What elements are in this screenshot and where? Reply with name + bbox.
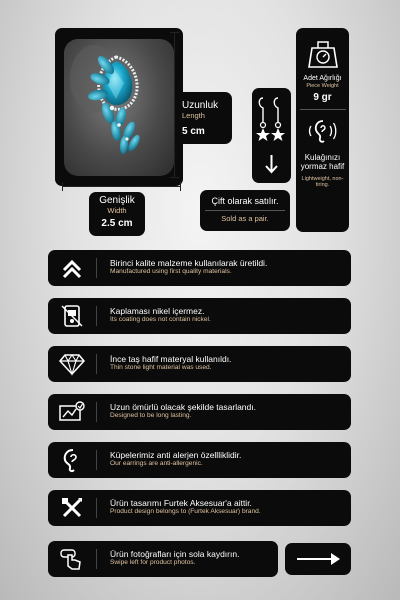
feature-row-long-lasting [48,394,351,430]
width-guide-tick-left [62,182,63,191]
scale-icon [306,36,340,70]
width-label-panel [89,192,145,236]
feature-row-light-stone [48,346,351,382]
weight-value: 9 gr [313,91,332,103]
length-subtitle: Length [182,110,205,120]
comfort-title: Kulağınızı yormaz hafif [300,152,345,171]
earring-pair-panel [252,88,291,183]
width-title: Genişlik [99,195,135,206]
length-title: Uzunluk [182,100,219,111]
ear-icon [61,447,83,473]
feature-text-en: Swipe left for product photos. [110,559,196,567]
info-divider [300,109,346,110]
feature-text-en: Designed to be long lasting. [110,412,192,420]
design-tools-icon [60,496,84,520]
earring-image [64,39,174,176]
diamond-icon [59,352,85,376]
comfort-subtitle: Lightweight, non-tiring. [301,176,344,189]
feature-row-swipe [48,541,278,577]
product-photo[interactable] [64,39,174,176]
feature-text-en: Our earrings are anti-allergenic. [110,460,203,468]
arrow-right-icon [295,552,341,566]
sold-as-pair-panel [200,190,290,231]
width-guide-tick-right [180,182,181,191]
feature-text-tr: Uzun ömürlü olacak şekilde tasarlandı. [110,402,256,412]
length-guide-tick-top [170,32,179,33]
feature-text-tr: Ürün fotoğrafları için sola kaydırın. [110,549,240,559]
feature-text-en: Its coating does not contain nickel. [110,316,211,324]
pair-title: Çift olarak satılır. [211,196,279,206]
feature-text-tr: Küpelerimiz anti alerjen özellliklidir. [110,450,242,460]
ear-sound-icon [308,116,338,146]
durable-design-icon [58,400,86,424]
feature-text-en: Thin stone light material was used. [110,364,212,372]
feature-text-en: Product design belongs to (Furtek Aksesuar) brand. [110,508,261,516]
swipe-hand-icon [59,547,85,571]
product-photo-panel [55,28,183,186]
length-guide-tick-bottom [170,177,179,178]
feature-row-design-brand [48,490,351,526]
width-guide-line [62,186,180,187]
feature-text-tr: Birinci kalite malzeme kullanılarak üretildi. [110,258,268,268]
chevron-up-icon [60,256,84,280]
length-label-panel [175,92,232,144]
feature-row-nickel-free [48,298,351,334]
weight-title: Adet Ağırlığı [303,75,342,82]
swipe-arrow-button[interactable] [285,543,351,575]
width-value: 2.5 cm [101,218,133,230]
feature-text-tr: İnce taş hafif materyal kullanıldı. [110,354,232,364]
feature-row-quality [48,250,351,286]
info-panel [296,28,349,232]
feature-text-tr: Kaplaması nikel içermez. [110,306,205,316]
arrow-down-icon [264,154,279,174]
pair-subtitle: Sold as a pair. [221,214,269,223]
length-value: 5 cm [182,126,205,138]
feature-text-tr: Ürün tasarımı Furtek Aksesuar'a aittir. [110,498,252,508]
nickel-free-icon [59,303,85,329]
weight-subtitle: Piece Weight [306,82,339,89]
feature-row-anti-allergenic [48,442,351,478]
width-subtitle: Width [107,205,127,215]
feature-text-en: Manufactured using first quality materials. [110,268,232,276]
pair-divider [205,210,285,211]
